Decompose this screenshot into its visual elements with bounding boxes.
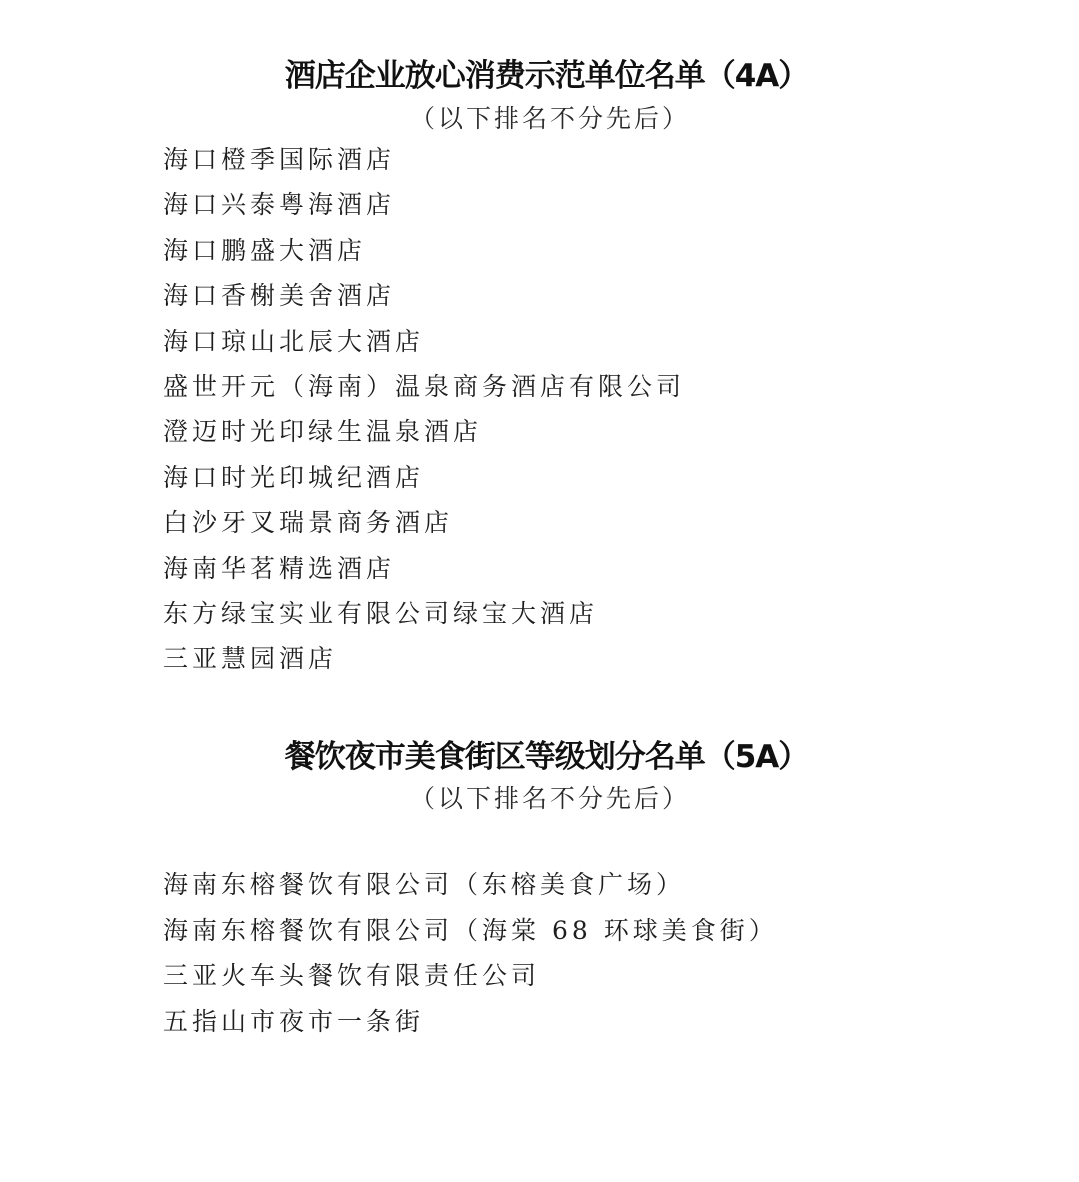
list-item: 澄迈时光印绿生温泉酒店 [163,417,483,447]
list-item: 海口时光印城纪酒店 [163,462,425,492]
list-item: 白沙牙叉瑞景商务酒店 [163,508,454,538]
list-item: 海口橙季国际酒店 [163,145,396,174]
food-street-list [163,870,778,1052]
food-street-section-title: 餐饮夜市美食街区等级划分名单（5A） [284,739,809,775]
list-item: 海南东榕餐饮有限公司（东榕美食广场） [163,870,686,899]
list-item: 三亚火车头餐饮有限责任公司 [163,961,541,991]
list-item: 海口兴泰粤海酒店 [163,190,396,220]
list-item: 海南华茗精选酒店 [163,553,396,583]
hotel-list [163,145,685,690]
list-item: 盛世开元（海南）温泉商务酒店有限公司 [163,371,686,401]
list-item: 海口琼山北辰大酒店 [163,326,425,356]
list-item: 东方绿宝实业有限公司绿宝大酒店 [163,598,599,628]
list-item: 三亚慧园酒店 [163,644,338,674]
list-item: 海口香榭美舍酒店 [163,281,396,311]
list-item: 海南东榕餐饮有限公司（海棠 68 环球美食街） [163,915,778,945]
food-street-section-note: （以下排名不分先后） [409,784,690,813]
list-item: 五指山市夜市一条街 [163,1006,425,1036]
list-item: 海口鹏盛大酒店 [163,235,367,265]
hotel-section-note: （以下排名不分先后） [409,104,690,133]
hotel-section-title: 酒店企业放心消费示范单位名单（4A） [284,58,809,94]
